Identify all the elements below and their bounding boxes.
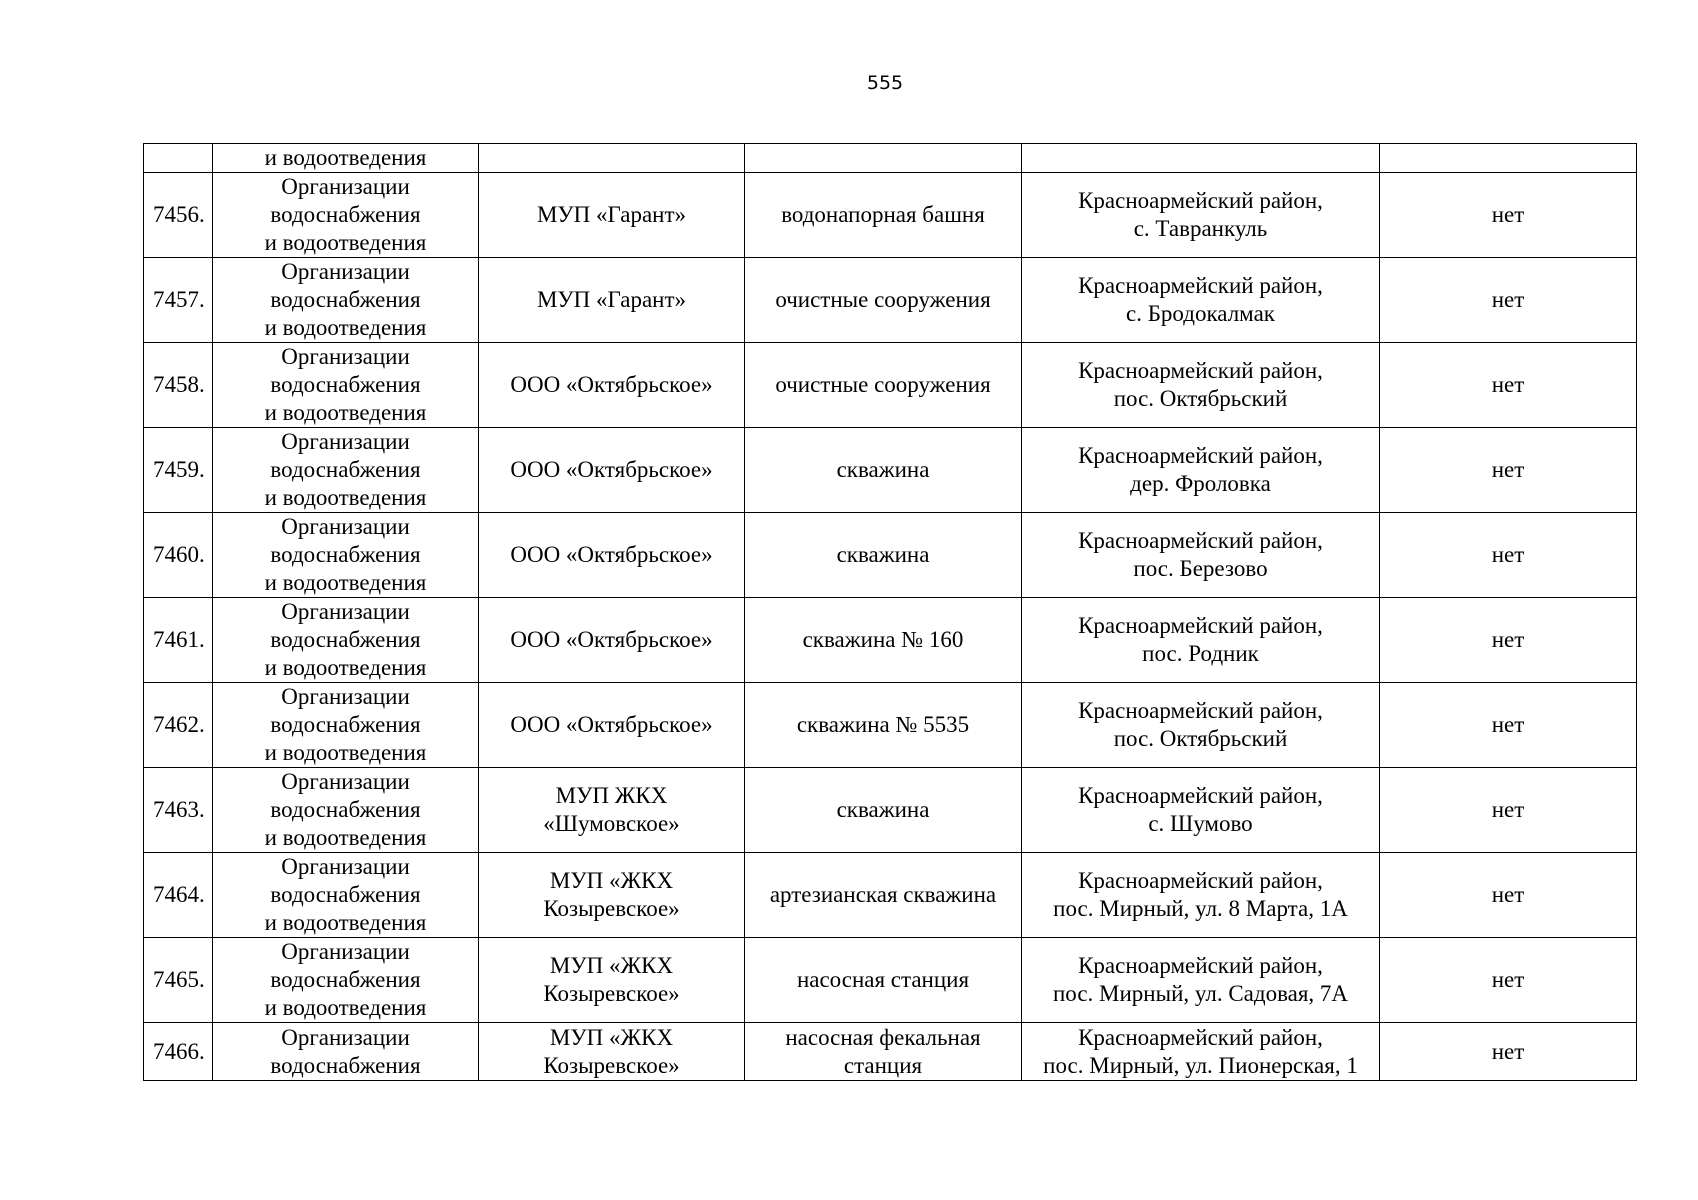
cell-line: и водоотведения: [264, 145, 427, 170]
cell-type: [213, 683, 479, 768]
cell-num: 7459.: [144, 428, 213, 513]
cell-line: водоснабжения: [270, 372, 421, 397]
cell-line: пос. Родник: [1142, 641, 1259, 666]
cell-type: [213, 144, 479, 173]
cell-line: пос. Мирный, ул. 8 Марта, 1А: [1053, 896, 1348, 921]
cell-line: очистные сооружения: [775, 372, 991, 397]
cell-line: скважина: [836, 457, 930, 482]
cell-type: [213, 853, 479, 938]
cell-object: [745, 343, 1022, 428]
cell-line: Красноармейский район,: [1078, 528, 1323, 553]
cell-line: Красноармейский район,: [1078, 443, 1323, 468]
cell-line: насосная станция: [796, 967, 970, 992]
cell-line: скважина № 160: [802, 627, 964, 652]
cell-line: скважина № 5535: [796, 712, 970, 737]
cell-note: нет: [1380, 173, 1637, 258]
cell-line: Организации: [281, 599, 410, 624]
cell-line: ООО «Октябрьское»: [510, 457, 713, 482]
cell-address: [1022, 144, 1380, 173]
cell-line: с. Тавранкуль: [1133, 216, 1268, 241]
cell-line: скважина: [836, 542, 930, 567]
cell-line: водоснабжения: [270, 797, 421, 822]
registry-table: [143, 143, 1637, 1081]
cell-num: 7461.: [144, 598, 213, 683]
cell-line: Организации: [281, 684, 410, 709]
cell-num: 7465.: [144, 938, 213, 1023]
cell-line: водоснабжения: [270, 202, 421, 227]
cell-type: [213, 768, 479, 853]
cell-type: [213, 258, 479, 343]
cell-num: 7466.: [144, 1023, 213, 1081]
cell-num: 7457.: [144, 258, 213, 343]
cell-type: [213, 343, 479, 428]
cell-line: пос. Мирный, ул. Садовая, 7А: [1052, 981, 1349, 1006]
cell-org: [479, 258, 745, 343]
cell-line: пос. Березово: [1133, 556, 1268, 581]
cell-line: Козыревское»: [543, 896, 680, 921]
cell-line: Организации: [281, 174, 410, 199]
cell-line: Красноармейский район,: [1078, 783, 1323, 808]
cell-note: нет: [1380, 938, 1637, 1023]
cell-line: водоснабжения: [270, 1052, 421, 1078]
cell-object: [745, 1023, 1022, 1081]
cell-line: Козыревское»: [543, 981, 680, 1006]
cell-line: водонапорная башня: [781, 202, 985, 227]
cell-line: водоснабжения: [270, 457, 421, 482]
cell-org: [479, 938, 745, 1023]
cell-line: Организации: [281, 769, 410, 794]
cell-object: [745, 428, 1022, 513]
cell-line: с. Шумово: [1148, 811, 1253, 836]
cell-num: [144, 144, 213, 173]
cell-note: [1380, 144, 1637, 173]
cell-address: [1022, 938, 1380, 1023]
cell-line: дер. Фроловка: [1130, 471, 1271, 496]
cell-object: [745, 513, 1022, 598]
cell-address: [1022, 768, 1380, 853]
cell-num: 7456.: [144, 173, 213, 258]
cell-line: Козыревское»: [543, 1052, 680, 1078]
cell-line: и водоотведения: [264, 995, 427, 1020]
cell-object: [745, 683, 1022, 768]
cell-line: и водоотведения: [264, 230, 427, 255]
cell-type: [213, 173, 479, 258]
cell-line: Красноармейский район,: [1078, 273, 1323, 298]
cell-note: нет: [1380, 683, 1637, 768]
cell-note: нет: [1380, 1023, 1637, 1081]
cell-line: водоснабжения: [270, 542, 421, 567]
cell-type: [213, 598, 479, 683]
cell-note: нет: [1380, 258, 1637, 343]
cell-line: пос. Октябрьский: [1113, 726, 1288, 751]
cell-line: Организации: [281, 939, 410, 964]
cell-object: [745, 768, 1022, 853]
cell-line: Красноармейский район,: [1078, 953, 1323, 978]
cell-line: ООО «Октябрьское»: [510, 712, 713, 737]
table-row: [144, 683, 1637, 768]
table-body: [144, 144, 1637, 1081]
cell-line: Организации: [281, 259, 410, 284]
table-row: [144, 768, 1637, 853]
cell-note: нет: [1380, 598, 1637, 683]
table-row: [144, 258, 1637, 343]
cell-object: [745, 258, 1022, 343]
cell-num: 7460.: [144, 513, 213, 598]
cell-line: Организации: [281, 344, 410, 369]
cell-note: нет: [1380, 513, 1637, 598]
cell-line: Красноармейский район,: [1078, 613, 1323, 638]
cell-line: и водоотведения: [264, 655, 427, 680]
cell-object: [745, 173, 1022, 258]
cell-type: [213, 513, 479, 598]
cell-line: и водоотведения: [264, 910, 427, 935]
table-row: [144, 598, 1637, 683]
table-row: [144, 853, 1637, 938]
cell-address: [1022, 513, 1380, 598]
cell-line: пос. Октябрьский: [1113, 386, 1288, 411]
cell-line: с. Бродокалмак: [1126, 301, 1275, 326]
cell-line: водоснабжения: [270, 967, 421, 992]
cell-note: нет: [1380, 853, 1637, 938]
cell-line: и водоотведения: [264, 485, 427, 510]
cell-line: Организации: [281, 514, 410, 539]
cell-object: [745, 938, 1022, 1023]
cell-line: очистные сооружения: [775, 287, 991, 312]
cell-line: и водоотведения: [264, 825, 427, 850]
table-row: [144, 513, 1637, 598]
cell-org: [479, 513, 745, 598]
cell-line: насосная фекальная: [785, 1024, 981, 1050]
cell-address: [1022, 173, 1380, 258]
cell-num: 7462.: [144, 683, 213, 768]
table-row: [144, 428, 1637, 513]
table-row: [144, 1023, 1637, 1081]
cell-line: МУП ЖКХ: [555, 783, 668, 808]
cell-org: [479, 768, 745, 853]
cell-line: водоснабжения: [270, 882, 421, 907]
cell-address: [1022, 853, 1380, 938]
cell-object: [745, 598, 1022, 683]
cell-line: Организации: [281, 1024, 410, 1050]
cell-note: нет: [1380, 428, 1637, 513]
cell-line: артезианская скважина: [769, 882, 997, 907]
cell-org: [479, 853, 745, 938]
cell-org: [479, 343, 745, 428]
cell-line: Красноармейский район,: [1078, 358, 1323, 383]
cell-address: [1022, 1023, 1380, 1081]
continuation-row: [144, 144, 1637, 173]
page-number: 555: [866, 72, 904, 94]
cell-line: Организации: [281, 854, 410, 879]
cell-line: Организации: [281, 429, 410, 454]
cell-note: нет: [1380, 343, 1637, 428]
cell-address: [1022, 258, 1380, 343]
cell-line: «Шумовское»: [543, 811, 680, 836]
table-row: [144, 173, 1637, 258]
cell-org: [479, 144, 745, 173]
cell-num: 7464.: [144, 853, 213, 938]
cell-address: [1022, 683, 1380, 768]
cell-line: МУП «ЖКХ: [549, 868, 674, 893]
cell-type: [213, 1023, 479, 1081]
cell-object: [745, 853, 1022, 938]
cell-type: [213, 938, 479, 1023]
cell-address: [1022, 428, 1380, 513]
cell-org: [479, 173, 745, 258]
cell-line: Красноармейский район,: [1078, 698, 1323, 723]
cell-object: [745, 144, 1022, 173]
cell-line: водоснабжения: [270, 712, 421, 737]
cell-line: ООО «Октябрьское»: [510, 627, 713, 652]
cell-org: [479, 683, 745, 768]
cell-line: ООО «Октябрьское»: [510, 372, 713, 397]
cell-line: станция: [843, 1052, 923, 1078]
cell-address: [1022, 343, 1380, 428]
cell-line: Красноармейский район,: [1078, 1024, 1323, 1050]
cell-line: МУП «Гарант»: [536, 202, 687, 227]
cell-line: МУП «ЖКХ: [549, 953, 674, 978]
cell-line: и водоотведения: [264, 400, 427, 425]
cell-line: и водоотведения: [264, 740, 427, 765]
cell-line: и водоотведения: [264, 315, 427, 340]
cell-line: МУП «Гарант»: [536, 287, 687, 312]
cell-num: 7458.: [144, 343, 213, 428]
cell-org: [479, 1023, 745, 1081]
cell-line: ООО «Октябрьское»: [510, 542, 713, 567]
cell-type: [213, 428, 479, 513]
cell-line: водоснабжения: [270, 287, 421, 312]
cell-address: [1022, 598, 1380, 683]
cell-line: МУП «ЖКХ: [549, 1024, 674, 1050]
cell-line: скважина: [836, 797, 930, 822]
cell-org: [479, 598, 745, 683]
cell-line: водоснабжения: [270, 627, 421, 652]
cell-line: пос. Мирный, ул. Пионерская, 1: [1043, 1052, 1358, 1078]
cell-line: Красноармейский район,: [1078, 188, 1323, 213]
table-row: [144, 343, 1637, 428]
cell-num: 7463.: [144, 768, 213, 853]
cell-line: и водоотведения: [264, 570, 427, 595]
cell-line: Красноармейский район,: [1078, 868, 1323, 893]
cell-note: нет: [1380, 768, 1637, 853]
table-row: [144, 938, 1637, 1023]
cell-org: [479, 428, 745, 513]
